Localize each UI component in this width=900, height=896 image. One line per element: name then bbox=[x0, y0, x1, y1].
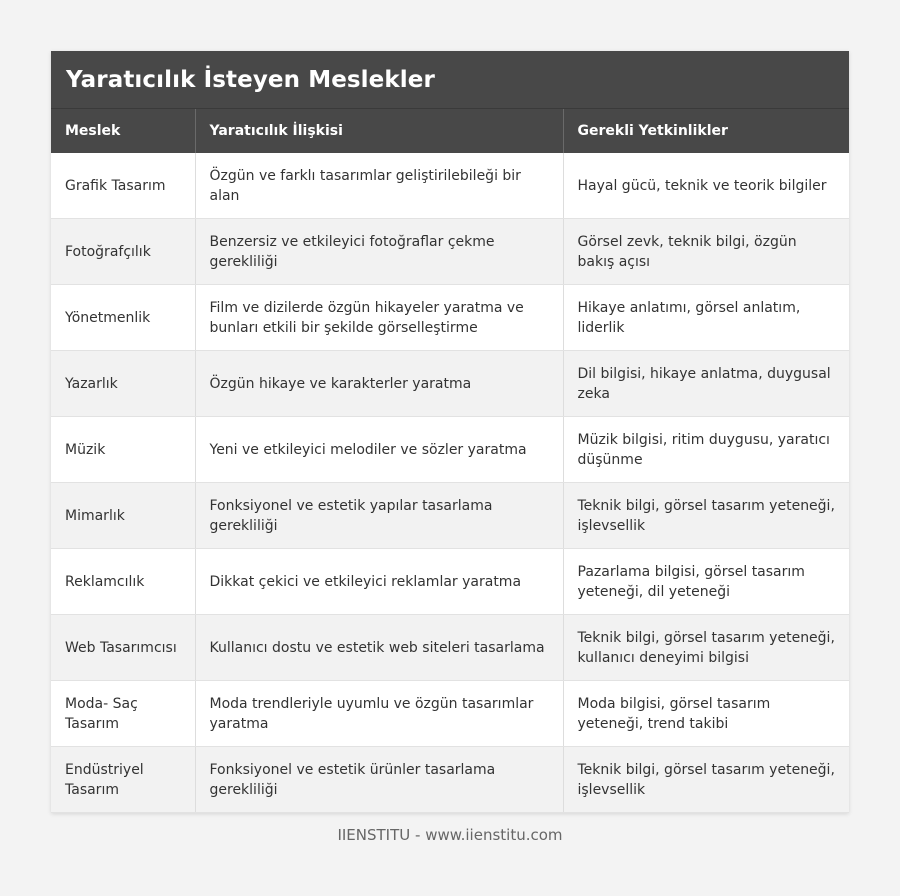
table-row bbox=[51, 549, 849, 615]
cell-yaraticilik-iliskisi: Film ve dizilerde özgün hikayeler yaratma ve bunları etkili bir şekilde görselleştirme bbox=[195, 285, 563, 351]
table-row bbox=[51, 681, 849, 747]
occupations-table bbox=[51, 109, 849, 813]
cell-meslek: Grafik Tasarım bbox=[51, 153, 195, 219]
table-row bbox=[51, 417, 849, 483]
cell-yaraticilik-iliskisi: Fonksiyonel ve estetik yapılar tasarlama gerekliliği bbox=[195, 483, 563, 549]
cell-meslek: Web Tasarımcısı bbox=[51, 615, 195, 681]
cell-meslek: Moda- Saç Tasarım bbox=[51, 681, 195, 747]
cell-meslek: Mimarlık bbox=[51, 483, 195, 549]
cell-yaraticilik-iliskisi: Moda trendleriyle uyumlu ve özgün tasarımlar yaratma bbox=[195, 681, 563, 747]
cell-gerekli-yetkinlikler: Dil bilgisi, hikaye anlatma, duygusal zeka bbox=[563, 351, 849, 417]
table-title: Yaratıcılık İsteyen Meslekler bbox=[51, 51, 849, 109]
table-row bbox=[51, 483, 849, 549]
table-row bbox=[51, 351, 849, 417]
cell-meslek: Fotoğrafçılık bbox=[51, 219, 195, 285]
table-header-row bbox=[51, 109, 849, 153]
cell-yaraticilik-iliskisi: Dikkat çekici ve etkileyici reklamlar yaratma bbox=[195, 549, 563, 615]
cell-meslek: Endüstriyel Tasarım bbox=[51, 747, 195, 813]
table-row bbox=[51, 747, 849, 813]
table-body bbox=[51, 153, 849, 813]
cell-gerekli-yetkinlikler: Müzik bilgisi, ritim duygusu, yaratıcı düşünme bbox=[563, 417, 849, 483]
column-header-gerekli-yetkinlikler: Gerekli Yetkinlikler bbox=[563, 109, 849, 153]
cell-meslek: Müzik bbox=[51, 417, 195, 483]
cell-gerekli-yetkinlikler: Teknik bilgi, görsel tasarım yeteneği, işlevsellik bbox=[563, 747, 849, 813]
cell-meslek: Reklamcılık bbox=[51, 549, 195, 615]
cell-gerekli-yetkinlikler: Hikaye anlatımı, görsel anlatım, liderlik bbox=[563, 285, 849, 351]
cell-gerekli-yetkinlikler: Teknik bilgi, görsel tasarım yeteneği, işlevsellik bbox=[563, 483, 849, 549]
cell-yaraticilik-iliskisi: Özgün hikaye ve karakterler yaratma bbox=[195, 351, 563, 417]
cell-gerekli-yetkinlikler: Moda bilgisi, görsel tasarım yeteneği, trend takibi bbox=[563, 681, 849, 747]
column-header-yaraticilik-iliskisi: Yaratıcılık İlişkisi bbox=[195, 109, 563, 153]
footer-credit: IIENSTITU - www.iienstitu.com bbox=[337, 826, 563, 844]
cell-yaraticilik-iliskisi: Benzersiz ve etkileyici fotoğraflar çekme gerekliliği bbox=[195, 219, 563, 285]
table-row bbox=[51, 285, 849, 351]
cell-yaraticilik-iliskisi: Kullanıcı dostu ve estetik web siteleri tasarlama bbox=[195, 615, 563, 681]
cell-meslek: Yönetmenlik bbox=[51, 285, 195, 351]
column-header-meslek: Meslek bbox=[51, 109, 195, 153]
cell-yaraticilik-iliskisi: Özgün ve farklı tasarımlar geliştirilebileği bir alan bbox=[195, 153, 563, 219]
cell-gerekli-yetkinlikler: Görsel zevk, teknik bilgi, özgün bakış açısı bbox=[563, 219, 849, 285]
cell-gerekli-yetkinlikler: Teknik bilgi, görsel tasarım yeteneği, kullanıcı deneyimi bilgisi bbox=[563, 615, 849, 681]
cell-gerekli-yetkinlikler: Pazarlama bilgisi, görsel tasarım yeteneği, dil yeteneği bbox=[563, 549, 849, 615]
cell-meslek: Yazarlık bbox=[51, 351, 195, 417]
occupations-table-card bbox=[51, 51, 849, 813]
table-row bbox=[51, 219, 849, 285]
table-row bbox=[51, 615, 849, 681]
cell-gerekli-yetkinlikler: Hayal gücü, teknik ve teorik bilgiler bbox=[563, 153, 849, 219]
table-row bbox=[51, 153, 849, 219]
cell-yaraticilik-iliskisi: Fonksiyonel ve estetik ürünler tasarlama gerekliliği bbox=[195, 747, 563, 813]
cell-yaraticilik-iliskisi: Yeni ve etkileyici melodiler ve sözler yaratma bbox=[195, 417, 563, 483]
